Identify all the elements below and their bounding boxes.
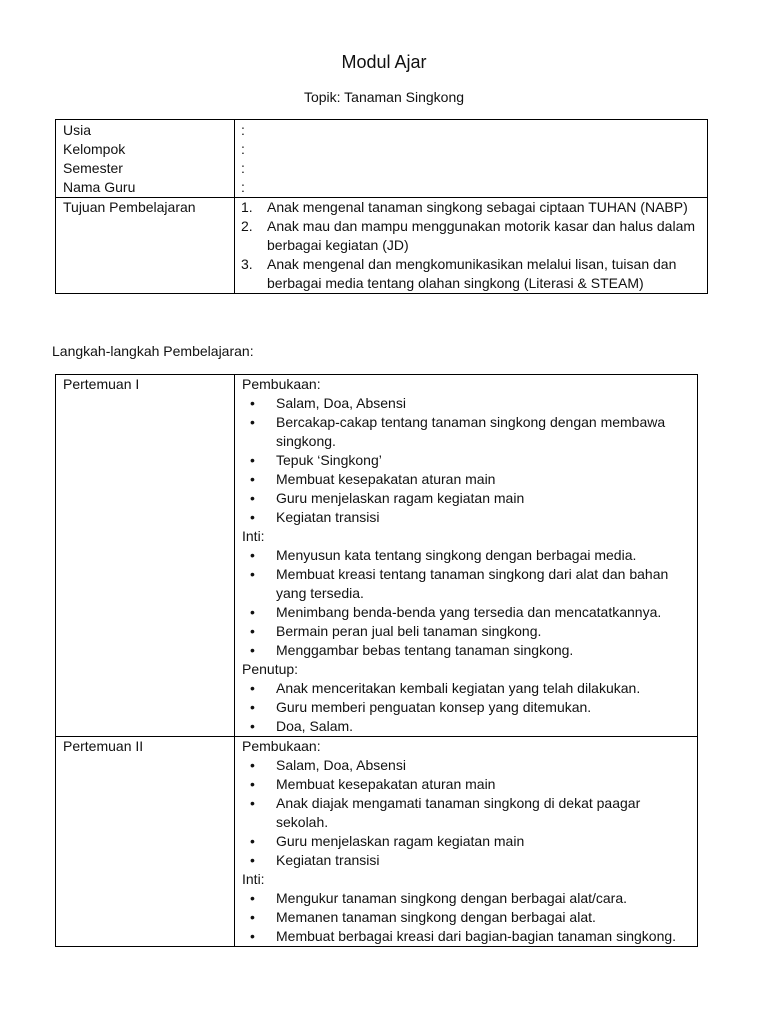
steps-table [55, 374, 698, 947]
bullet-icon: • [250, 490, 255, 506]
list-item-text: Salam, Doa, Absensi [276, 757, 406, 773]
list-item [242, 470, 693, 489]
list-item [242, 641, 693, 660]
info-row [56, 120, 708, 198]
list-item [242, 508, 693, 527]
list-item [242, 775, 693, 794]
meeting-name: Pertemuan II [56, 737, 235, 947]
goal-text: Anak mau dan mampu menggunakan motorik kasar dan halus dalam berbagai kegiatan (JD) [267, 218, 696, 253]
opening-list [242, 394, 693, 527]
list-item [242, 565, 693, 603]
bullet-icon: • [250, 699, 255, 715]
list-item-text: Memanen tanaman singkong dengan berbagai alat. [276, 909, 596, 925]
bullet-icon: • [250, 642, 255, 658]
bullet-icon: • [250, 566, 255, 582]
bullet-icon: • [250, 833, 255, 849]
goal-number: 3. [241, 256, 253, 272]
list-item [242, 756, 693, 775]
value-usia: : [241, 122, 245, 138]
bullet-icon: • [250, 928, 255, 944]
label-nama-guru: Nama Guru [63, 179, 136, 195]
list-item-text: Kegiatan transisi [276, 509, 380, 525]
bullet-icon: • [250, 890, 255, 906]
bullet-icon: • [250, 718, 255, 734]
list-item [242, 451, 693, 470]
bullet-icon: • [250, 471, 255, 487]
list-item [242, 717, 693, 736]
list-item-text: Membuat kreasi tentang tanaman singkong dari alat dan bahan yang tersedia. [276, 566, 669, 601]
list-item [242, 546, 693, 565]
list-item-text: Guru menjelaskan ragam kegiatan main [276, 833, 525, 849]
list-item-text: Menggambar bebas tentang tanaman singkong. [276, 642, 574, 658]
value-nama-guru: : [241, 179, 245, 195]
bullet-icon: • [250, 395, 255, 411]
list-item-text: Membuat kesepakatan aturan main [276, 776, 496, 792]
list-item [242, 832, 693, 851]
core-list [242, 546, 693, 660]
meeting-content [235, 737, 698, 947]
goal-number: 1. [241, 199, 253, 215]
label-semester: Semester [63, 160, 123, 176]
bullet-icon: • [250, 452, 255, 468]
list-item-text: Anak menceritakan kembali kegiatan yang telah dilakukan. [276, 680, 641, 696]
list-item-text: Anak diajak mengamati tanaman singkong di dekat paagar sekolah. [276, 795, 641, 830]
page-title: Modul Ajar [341, 52, 427, 72]
list-item [242, 603, 693, 622]
page-subtitle: Topik: Tanaman Singkong [303, 89, 465, 105]
goals-list [241, 198, 701, 293]
bullet-icon: • [250, 757, 255, 773]
list-item [242, 489, 693, 508]
goals-cell [235, 198, 708, 294]
bullet-icon: • [250, 680, 255, 696]
list-item-text: Membuat berbagai kreasi dari bagian-bagian tanaman singkong. [276, 928, 677, 944]
value-kelompok: : [241, 141, 245, 157]
label-usia: Usia [63, 122, 92, 138]
goal-text: Anak mengenal dan mengkomunikasikan melalui lisan, tuisan dan berbagai media tentang olahan singkong (Literasi & STEAM) [267, 256, 677, 291]
meeting-content [235, 375, 698, 737]
list-item [242, 622, 693, 641]
list-item [242, 698, 693, 717]
meeting-name: Pertemuan I [56, 375, 235, 737]
bullet-icon: • [250, 909, 255, 925]
opening-title: Pembukaan: [242, 738, 321, 754]
opening-title: Pembukaan: [242, 376, 321, 392]
list-item [242, 413, 693, 451]
list-item-text: Menimbang benda-benda yang tersedia dan mencatatkannya. [276, 604, 662, 620]
bullet-icon: • [250, 414, 255, 430]
list-item [242, 394, 693, 413]
list-item-text: Bermain peran jual beli tanaman singkong. [276, 623, 542, 639]
info-table [55, 119, 708, 294]
goal-item [241, 255, 701, 293]
closing-list [242, 679, 693, 736]
bullet-icon: • [250, 604, 255, 620]
goal-item [241, 217, 701, 255]
steps-heading: Langkah-langkah Pembelajaran: [52, 343, 254, 359]
list-item-text: Mengukur tanaman singkong dengan berbagai alat/cara. [276, 890, 628, 906]
closing-title: Penutup: [242, 661, 299, 677]
goal-number: 2. [241, 218, 253, 234]
list-item-text: Guru memberi penguatan konsep yang ditemukan. [276, 699, 592, 715]
meeting-row [56, 737, 698, 947]
goal-text: Anak mengenal tanaman singkong sebagai ciptaan TUHAN (NABP) [267, 199, 688, 215]
goals-label: Tujuan Pembelajaran [56, 198, 235, 294]
core-list [242, 889, 693, 946]
label-kelompok: Kelompok [63, 141, 126, 157]
goal-item [241, 198, 701, 217]
list-item-text: Guru menjelaskan ragam kegiatan main [276, 490, 525, 506]
core-title: Inti: [242, 528, 265, 544]
info-labels-cell [56, 120, 235, 198]
meeting-row [56, 375, 698, 737]
list-item [242, 889, 693, 908]
list-item-text: Doa, Salam. [276, 718, 354, 734]
bullet-icon: • [250, 776, 255, 792]
list-item-text: Bercakap-cakap tentang tanaman singkong dengan membawa singkong. [276, 414, 666, 449]
bullet-icon: • [250, 623, 255, 639]
list-item [242, 679, 693, 698]
info-values-cell [235, 120, 708, 198]
goals-row [56, 198, 708, 294]
list-item-text: Menyusun kata tentang singkong dengan berbagai media. [276, 547, 637, 563]
list-item-text: Membuat kesepakatan aturan main [276, 471, 496, 487]
list-item-text: Salam, Doa, Absensi [276, 395, 406, 411]
bullet-icon: • [250, 509, 255, 525]
value-semester: : [241, 160, 245, 176]
core-title: Inti: [242, 871, 265, 887]
list-item [242, 927, 693, 946]
bullet-icon: • [250, 852, 255, 868]
list-item [242, 851, 693, 870]
bullet-icon: • [250, 795, 255, 811]
opening-list [242, 756, 693, 870]
list-item-text: Tepuk ‘Singkong’ [276, 452, 382, 468]
bullet-icon: • [250, 547, 255, 563]
list-item [242, 794, 693, 832]
list-item-text: Kegiatan transisi [276, 852, 380, 868]
list-item [242, 908, 693, 927]
